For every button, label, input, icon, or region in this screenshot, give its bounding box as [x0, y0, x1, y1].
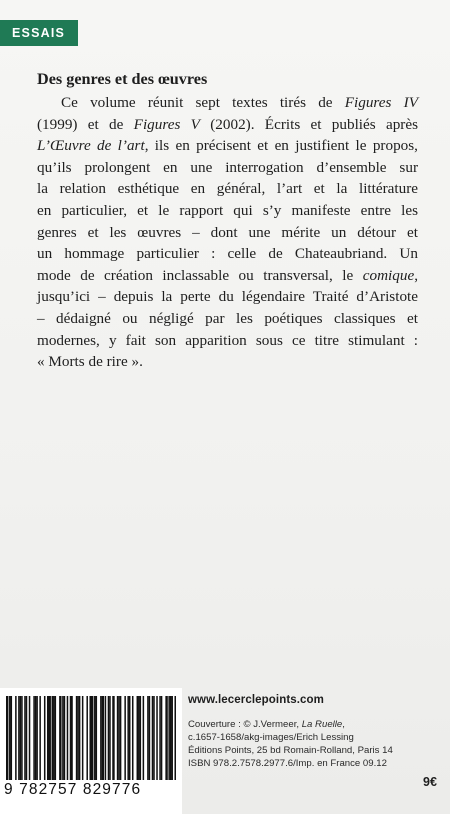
barcode-bar: [170, 696, 172, 780]
barcode-bar: [47, 696, 49, 780]
barcode-bar: [71, 696, 73, 780]
text-run: en particulier, et le rapport qui s’y manifeste entre les: [37, 201, 418, 219]
text-run: c.1657-1658/akg-images/Erich Lessing: [188, 732, 354, 744]
barcode-bar: [100, 696, 102, 780]
paragraph-line: [37, 135, 418, 157]
italic-text: Figures V: [133, 115, 200, 133]
paragraph-line: [37, 330, 418, 352]
barcode-bar: [109, 696, 111, 780]
barcode-bar: [82, 696, 84, 780]
text-run: genres et les œuvres – dont une mérite un détour et: [37, 223, 418, 241]
publisher-website-link[interactable]: www.lecerclepoints.com: [188, 694, 324, 706]
text-run: « Morts de rire ».: [37, 353, 143, 371]
barcode-bar: [86, 696, 88, 780]
barcode-bar: [140, 696, 142, 780]
barcode-bar: [156, 696, 158, 780]
paragraph-line: [37, 114, 418, 136]
barcode-bar: [15, 696, 17, 780]
barcode-bar: [174, 696, 176, 780]
barcode-bar: [20, 696, 22, 780]
barcode-bar: [118, 696, 120, 780]
barcode-bar: [44, 696, 46, 780]
italic-text: L’Œuvre de l’art: [37, 137, 145, 155]
credit-line: [188, 744, 438, 757]
barcode-bar: [35, 696, 37, 780]
barcode-bar: [26, 696, 28, 780]
barcode-bar: [6, 696, 8, 780]
barcode-bar: [129, 696, 131, 780]
paragraph-line: [37, 222, 418, 244]
text-run: ISBN 978.2.7578.2977.6/Imp. en France 09.12: [188, 758, 387, 770]
paragraph-line: [37, 243, 418, 265]
barcode-bar: [120, 696, 122, 780]
barcode-bar: [67, 696, 69, 780]
barcode-bar: [117, 696, 119, 780]
paragraph-line: [37, 157, 418, 179]
credit-line: [188, 718, 438, 731]
barcode-bar: [138, 696, 140, 780]
text-run: Couverture : © J.Vermeer,: [188, 719, 302, 730]
barcode-bar: [147, 696, 149, 780]
paragraph-line: [37, 265, 418, 287]
text-run: ,: [414, 266, 418, 284]
paragraph-line: [37, 92, 418, 114]
barcode-bar: [52, 696, 54, 780]
barcode-bar: [132, 696, 134, 780]
barcode-bar: [9, 696, 11, 780]
text-run: Éditions Points, 25 bd Romain-Rolland, Paris 14: [188, 745, 393, 757]
barcode-bar: [105, 696, 107, 780]
paragraph-line: [37, 351, 418, 373]
barcode-bar: [24, 696, 26, 780]
text-run: , ils en précisent et en justifient le propos,: [144, 137, 418, 155]
barcode-bar: [89, 696, 91, 780]
barcode-bar: [55, 696, 57, 780]
text-run: la relation esthétique en général, l’art et la littérature: [37, 180, 418, 198]
barcode-bar: [108, 696, 110, 780]
credit-line: [188, 757, 438, 770]
barcode-bar: [102, 696, 104, 780]
barcode-bar: [149, 696, 151, 780]
credit-line: [188, 731, 438, 744]
paragraph-line: [37, 286, 418, 308]
cover-credits: [188, 718, 438, 770]
barcode-bar: [124, 696, 126, 780]
price-label: 9€: [423, 775, 437, 789]
barcode-bar: [165, 696, 167, 780]
barcode-bar: [96, 696, 98, 780]
barcode-bar: [137, 696, 139, 780]
text-run: (1999) et de: [37, 115, 134, 133]
barcode-bar: [18, 696, 20, 780]
barcode-bar: [159, 696, 161, 780]
barcode-bar: [127, 696, 129, 780]
barcode-bar: [77, 696, 79, 780]
text-run: ,: [342, 719, 345, 730]
text-run: un hommage particulier : celle de Chateaubriand. Un: [37, 245, 418, 263]
text-run: – dédaigné ou négligé par les poétiques classiques et: [37, 309, 418, 327]
isbn-barcode: [0, 688, 182, 814]
barcode-bar: [62, 696, 64, 780]
text-run: Ce volume réunit sept textes tirés de: [61, 94, 345, 111]
italic-text: comique: [362, 266, 415, 284]
text-run: (2002). Écrits et publiés après: [199, 115, 418, 133]
paragraph-line: [37, 178, 418, 200]
text-run: jusqu’ici – depuis la perte du légendaire Traité d’Aristote: [37, 288, 418, 306]
barcode-bar: [153, 696, 155, 780]
barcode-bar: [112, 696, 114, 780]
barcode-bar: [168, 696, 170, 780]
barcode-bar: [29, 696, 31, 780]
paragraph-line: [37, 200, 418, 222]
barcode-bar: [64, 696, 66, 780]
barcode-bars: [6, 696, 176, 782]
blurb-paragraph: [37, 92, 418, 373]
barcode-bar: [33, 696, 35, 780]
barcode-digits: 9 782757 829776: [4, 781, 142, 798]
text-run: modernes, y fait son apparition sous ce titre stimulant :: [37, 331, 418, 349]
italic-text: La Ruelle: [301, 719, 343, 730]
barcode-bar: [11, 696, 13, 780]
barcode-bar: [143, 696, 145, 780]
barcode-bar: [49, 696, 51, 780]
italic-text: Figures IV: [344, 94, 418, 111]
barcode-bar: [79, 696, 81, 780]
barcode-bar: [91, 696, 93, 780]
barcode-bar: [171, 696, 173, 780]
book-title: Des genres et des œuvres: [37, 70, 208, 88]
paragraph-line: [37, 308, 418, 330]
collection-badge: ESSAIS: [0, 20, 78, 46]
barcode-bar: [59, 696, 61, 780]
barcode-bar: [53, 696, 55, 780]
barcode-bar: [161, 696, 163, 780]
barcode-bar: [39, 696, 41, 780]
text-run: mode de création inclassable ou transversal, le: [37, 266, 363, 284]
barcode-bar: [94, 696, 96, 780]
barcode-bar: [36, 696, 38, 780]
barcode-bar: [21, 696, 23, 780]
text-run: qu’ils prolongent en une interrogation d’ensemble sur: [37, 158, 418, 176]
barcode-bar: [152, 696, 154, 780]
barcode-bar: [76, 696, 78, 780]
